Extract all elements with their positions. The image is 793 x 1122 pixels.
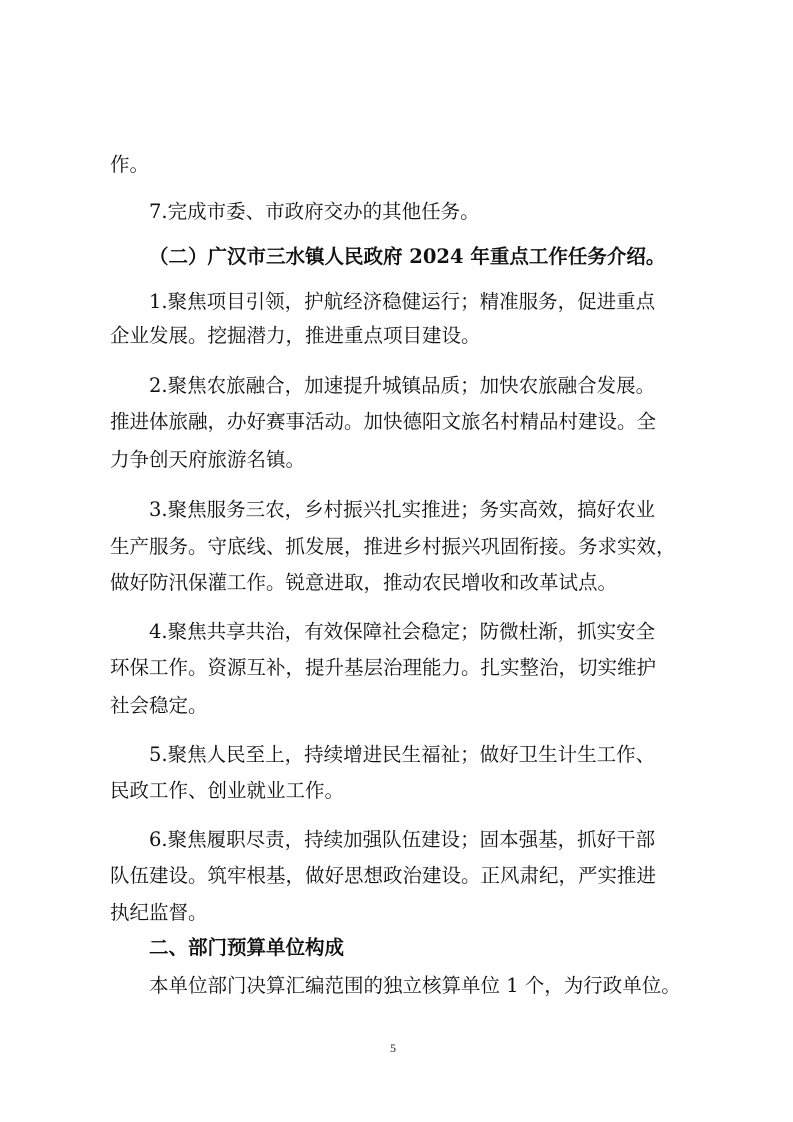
section-2-body: 本单位部门决算汇编范围的独立核算单位 1 个，为行政单位。 (149, 974, 681, 997)
item-6-line-3: 执纪监督。 (110, 901, 208, 924)
section-heading: （二）广汉市三水镇人民政府 2024 年重点工作任务介绍。 (149, 245, 666, 268)
item-2-line-2: 推进体旅融，办好赛事活动。加快德阳文旅名村精品村建设。全 (110, 410, 657, 433)
item-1-line-1: 1.聚焦项目引领，护航经济稳健运行；精准服务，促进重点 (149, 290, 656, 313)
continuation-text: 作。 (110, 153, 150, 176)
item-1-line-2: 企业发展。挖掘潜力，推进重点项目建设。 (110, 324, 481, 347)
item-2-line-3: 力争创天府旅游名镇。 (110, 448, 306, 471)
item-4-line-2: 环保工作。资源互补，提升基层治理能力。扎实整治，切实维护 (110, 656, 657, 679)
item-6-line-2: 队伍建设。筑牢根基，做好思想政治建设。正风肃纪，严实推进 (110, 864, 657, 887)
item-7: 7.完成市委、市政府交办的其他任务。 (149, 200, 480, 223)
item-5-line-1: 5.聚焦人民至上，持续增进民生福祉；做好卫生计生工作、 (149, 743, 656, 766)
page-number: 5 (390, 1041, 396, 1055)
item-2-line-1: 2.聚焦农旅融合，加速提升城镇品质；加快农旅融合发展。 (149, 374, 656, 397)
item-3-line-3: 做好防汛保灌工作。锐意进取，推动农民增收和改革试点。 (110, 571, 618, 594)
item-3-line-2: 生产服务。守底线、抓发展，推进乡村振兴巩固衔接。务求实效， (110, 535, 676, 558)
item-3-line-1: 3.聚焦服务三农，乡村振兴扎实推进；务实高效，搞好农业 (149, 498, 656, 521)
section-2-heading: 二、部门预算单位构成 (149, 936, 345, 959)
item-6-line-1: 6.聚焦履职尽责，持续加强队伍建设；固本强基，抓好干部 (149, 828, 656, 851)
item-5-line-2: 民政工作、创业就业工作。 (110, 779, 345, 802)
item-4-line-3: 社会稳定。 (110, 694, 208, 717)
item-4-line-1: 4.聚焦共享共治，有效保障社会稳定；防微杜渐，抓实安全 (149, 620, 656, 643)
